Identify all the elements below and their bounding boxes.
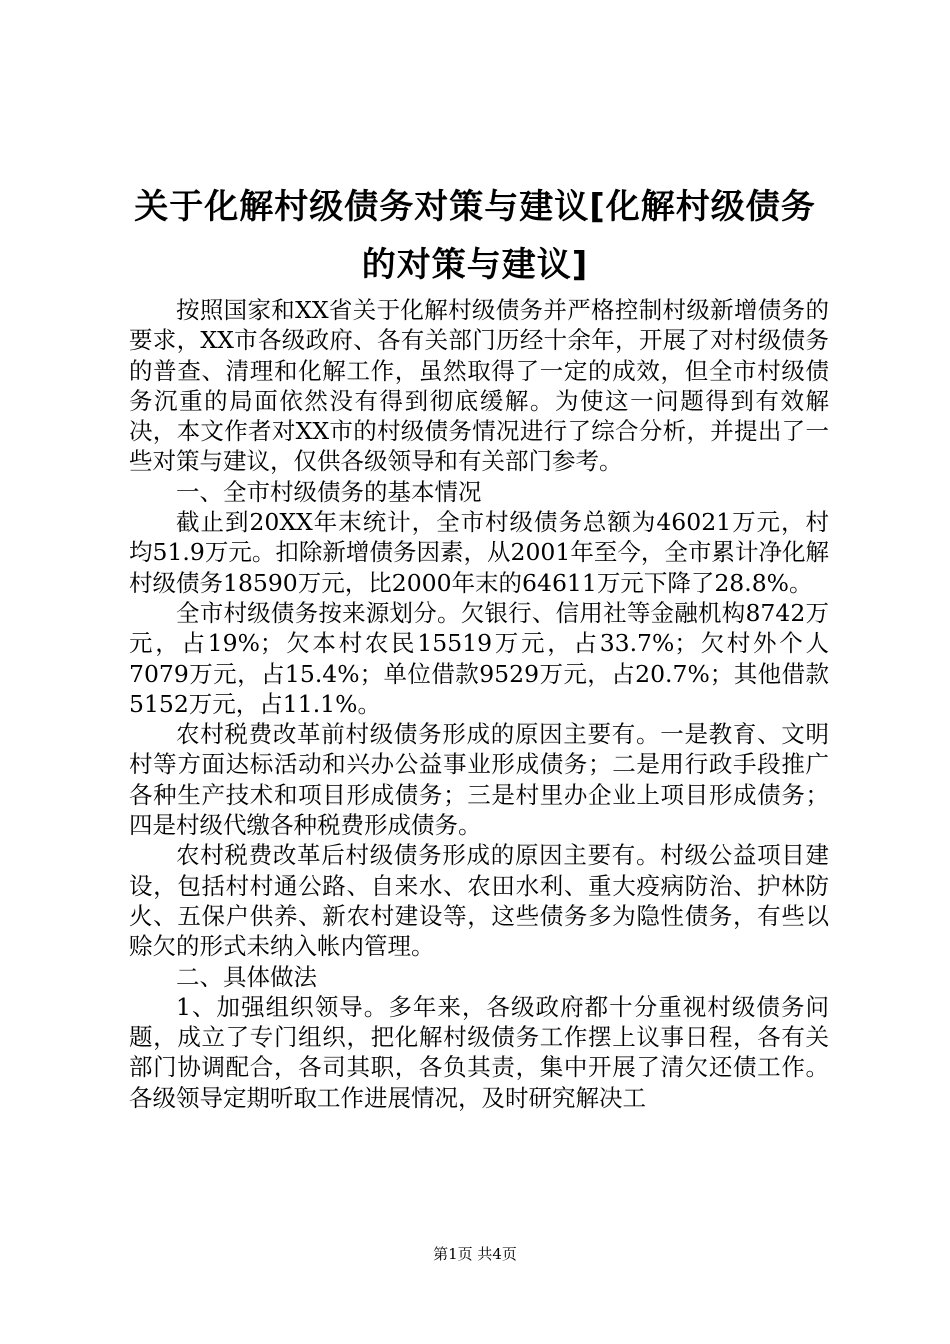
paragraph-causes-after-reform: 农村税费改革后村级债务形成的原因主要有。村级公益项目建设，包括村村通公路、自来水、农田水利、重大疫病防治、护林防火、五保户供养、新农村建设等，这些债务多为隐性债务，有些以赊欠的形式未纳入帐内管理。 (129, 841, 829, 961)
page-footer: 第1页 共4页 (433, 1245, 517, 1263)
section-heading-2: 二、具体做法 (176, 962, 317, 991)
paragraph-intro: 按照国家和XX省关于化解村级债务并严格控制村级新增债务的要求，XX市各级政府、各有关部门历经十余年，开展了对村级债务的普查、清理和化解工作，虽然取得了一定的成效，但全市村级债务沉重的局面依然没有得到彻底缓解。为使这一问题得到有效解决，本文作者对XX市的村级债务情况进行了综合分析，并提出了一些对策与建议，仅供各级领导和有关部门参考。 (129, 296, 829, 476)
document-body (129, 295, 829, 1113)
paragraph-causes-before-reform: 农村税费改革前村级债务形成的原因主要有。一是教育、文明村等方面达标活动和兴办公益事业形成债务；二是用行政手段推广各种生产技术和项目形成债务；三是村里办企业上项目形成债务；四是村级代缴各种税费形成债务。 (129, 720, 829, 840)
paragraph-debt-total: 截止到20XX年末统计，全市村级债务总额为46021万元，村均51.9万元。扣除新增债务因素，从2001年至今，全市累计净化解村级债务18590万元，比2000年末的64611万元下降了28.8%。 (129, 508, 829, 597)
document-title: 关于化解村级债务对策与建议[化解村级债务的对策与建议] (134, 187, 816, 285)
section-heading-1: 一、全市村级债务的基本情况 (176, 477, 482, 506)
paragraph-organization: 1、加强组织领导。多年来，各级政府都十分重视村级债务问题，成立了专门组织，把化解村级债务工作摆上议事日程，各有关部门协调配合，各司其职，各负其责，集中开展了清欠还债工作。各级领导定期听取工作进展情况，及时研究解决工 (129, 992, 829, 1112)
paragraph-debt-sources: 全市村级债务按来源划分。欠银行、信用社等金融机构8742万元，占19%；欠本村农民15519万元，占33.7%；欠村外个人7079万元，占15.4%；单位借款9529万元，占20.7%；其他借款5152万元，占11.1%。 (129, 598, 829, 718)
